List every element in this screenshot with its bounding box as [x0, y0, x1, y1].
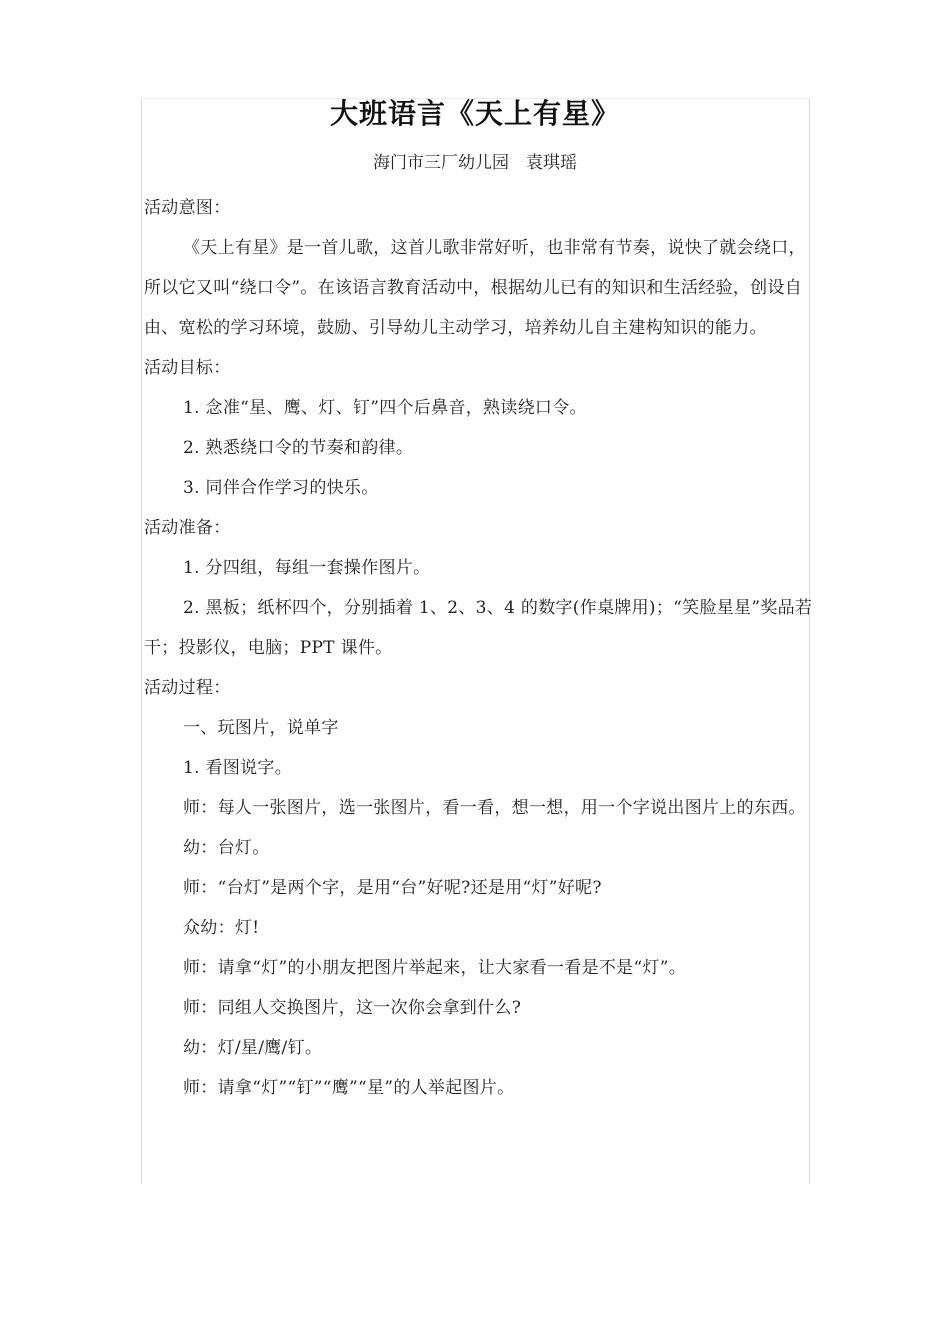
dialogue-line: 幼：灯/星/鹰/钉。: [183, 1038, 323, 1058]
subsection-heading: 一、玩图片，说单字: [183, 718, 339, 738]
list-item: 2. 熟悉绕口令的节奏和韵律。: [183, 438, 414, 458]
author-byline: 海门市三厂幼儿园 袁琪瑶: [373, 153, 577, 173]
dialogue-line: 师：请拿“灯”的小朋友把图片举起来，让大家看一看是不是“灯”。: [183, 958, 687, 978]
dialogue-line: 众幼：灯!: [183, 918, 260, 938]
dialogue-line: 师：同组人交换图片，这一次你会拿到什么?: [183, 998, 522, 1018]
dialogue-line: 师：每人一张图片，选一张图片，看一看，想一想，用一个字说出图片上的东西。: [183, 798, 806, 818]
list-item: 3. 同伴合作学习的快乐。: [183, 478, 379, 498]
list-item: 2. 黑板；纸杯四个，分别插着 1、2、3、4 的数字(作桌牌用)；“笑脸星星”奖品若干；投影仪，电脑；PPT 课件。: [144, 598, 813, 658]
section-heading: 活动准备：: [144, 518, 231, 538]
document-body: [144, 188, 816, 1108]
list-item: 1. 看图说字。: [183, 758, 293, 778]
document-title: 大班语言《天上有星》: [329, 97, 620, 130]
dialogue-line: 幼：台灯。: [183, 838, 270, 858]
section-heading: 活动意图：: [144, 198, 231, 218]
section-heading: 活动过程：: [144, 678, 231, 698]
section-heading: 活动目标：: [144, 358, 231, 378]
dialogue-line: 师：请拿“灯”“钉”“鹰”“星”的人举起图片。: [183, 1078, 515, 1098]
paragraph: 《天上有星》是一首儿歌，这首儿歌非常好听，也非常有节奏，说快了就会绕口，所以它又叫“绕口令”。在该语言教育活动中，根据幼儿已有的知识和生活经验，创设自由、宽松的学习环境，鼓励、引导幼儿主动学习，培养幼儿自主建构知识的能力。: [144, 238, 806, 338]
list-item: 1. 念准“星、鹰、灯、钉”四个后鼻音，熟读绕口令。: [183, 398, 587, 418]
dialogue-line: 师：“台灯”是两个字，是用“台”好呢?还是用“灯”好呢?: [183, 878, 602, 898]
list-item: 1. 分四组，每组一套操作图片。: [183, 558, 431, 578]
